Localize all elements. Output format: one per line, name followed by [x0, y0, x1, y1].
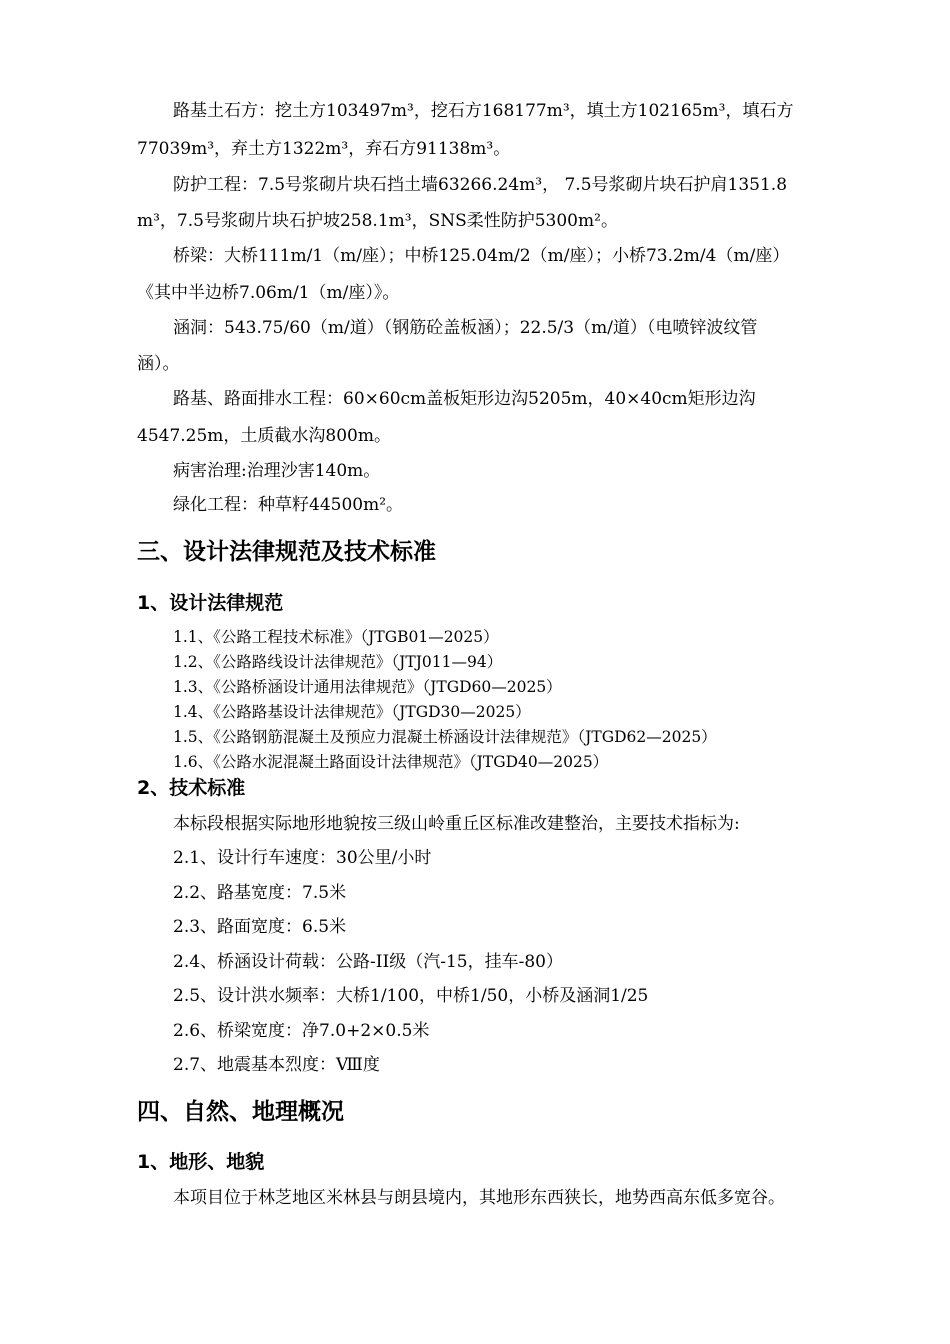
drainage-line-1: 路基、路面排水工程：60×60cm盖板矩形边沟5205m，40×40cm矩形边沟 [173, 389, 756, 409]
bridge-line-1: 桥梁：大桥111m/1（m/座）；中桥125.04m/2（m/座）；小桥73.2m/4（m/座） [173, 246, 790, 266]
section-3-2-title: 2、技术标准 [137, 777, 246, 799]
regulation-item: 1.1、《公路工程技术标准》（JTGB01—2025） [173, 628, 499, 646]
regulation-item: 1.5、《公路钢筋混凝土及预应力混凝土桥涵设计法律规范》（JTGD62—2025） [173, 728, 717, 746]
earthwork-line-2: 77039m³，弃土方1322m³，弃石方91138m³。 [137, 139, 511, 159]
tech-standard-intro: 本标段根据实际地形地貌按三级山岭重丘区标准改建整治，主要技术指标为: [173, 814, 740, 834]
protection-line-1: 防护工程：7.5号浆砌片块石挡土墙63266.24m³， 7.5号浆砌片块石护肩1351.8 [173, 175, 788, 195]
section-3-1-title: 1、设计法律规范 [137, 592, 284, 614]
tech-standard-item: 2.7、地震基本烈度：Ⅷ度 [173, 1055, 380, 1075]
tech-standard-item: 2.5、设计洪水频率：大桥1/100，中桥1/50，小桥及涵洞1/25 [173, 986, 649, 1006]
section-4-1-title: 1、地形、地貌 [137, 1151, 265, 1173]
section-4-title: 四、自然、地理概况 [137, 1099, 344, 1125]
greening-work: 绿化工程：种草籽44500m²。 [173, 495, 404, 515]
drainage-line-2: 4547.25m，土质截水沟800m。 [137, 426, 391, 446]
protection-line-2: m³，7.5号浆砌片块石护坡258.1m³，SNS柔性防护5300m²。 [137, 211, 618, 231]
tech-standard-item: 2.2、路基宽度：7.5米 [173, 883, 347, 903]
earthwork-line-1: 路基土石方：挖土方103497m³，挖石方168177m³，填土方102165m³，填石方 [173, 101, 794, 121]
regulation-item: 1.2、《公路路线设计法律规范》（JTJ011—94） [173, 653, 503, 671]
culvert-line-1: 涵洞：543.75/60（m/道）（钢筋砼盖板涵）；22.5/3（m/道）（电喷锌波纹管 [173, 318, 758, 338]
terrain-description: 本项目位于林芝地区米林县与朗县境内，其地形东西狭长，地势西高东低多宽谷。 [173, 1188, 785, 1208]
regulation-item: 1.4、《公路路基设计法律规范》（JTGD30—2025） [173, 703, 531, 721]
tech-standard-item: 2.3、路面宽度：6.5米 [173, 917, 347, 937]
regulation-item: 1.3、《公路桥涵设计通用法律规范》（JTGD60—2025） [173, 678, 562, 696]
disease-treatment: 病害治理:治理沙害140m。 [173, 461, 381, 481]
tech-standard-item: 2.4、桥涵设计荷载：公路-II级（汽-15，挂车-80） [173, 952, 563, 972]
section-3-title: 三、设计法律规范及技术标准 [137, 539, 436, 565]
bridge-line-2: 《其中半边桥7.06m/1（m/座）》。 [137, 283, 400, 303]
tech-standard-item: 2.6、桥梁宽度：净7.0+2×0.5米 [173, 1021, 430, 1041]
tech-standard-item: 2.1、设计行车速度：30公里/小时 [173, 848, 432, 868]
culvert-line-2: 涵）。 [137, 354, 180, 374]
regulation-item: 1.6、《公路水泥混凝土路面设计法律规范》（JTGD40—2025） [173, 753, 609, 771]
